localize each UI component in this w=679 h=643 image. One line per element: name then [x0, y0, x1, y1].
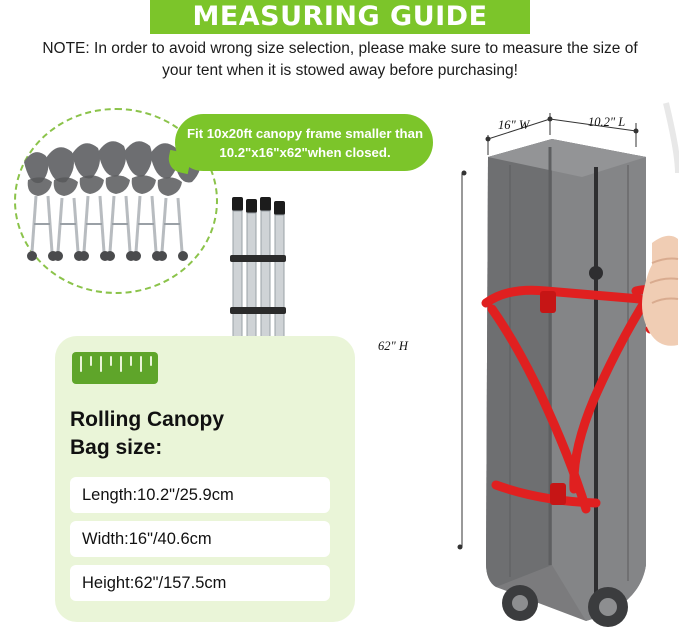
- spec-height: Height:62"/157.5cm: [70, 565, 330, 601]
- note-text: NOTE: In order to avoid wrong size selection, please make sure to measure the size of your tent when it is stowed away before purchasing!: [42, 40, 638, 79]
- dimension-length-label: 10.2" L: [588, 115, 626, 129]
- panel-title-line1: Rolling Canopy: [70, 408, 224, 431]
- panel-title: [70, 406, 340, 462]
- dimension-height-label: 62" H: [378, 339, 408, 353]
- panel-title-line2: Bag size:: [70, 436, 163, 459]
- spec-length: Length:10.2"/25.9cm: [70, 477, 330, 513]
- dimension-width-label: 16" W: [498, 118, 530, 132]
- ruler-icon: [72, 352, 158, 384]
- rolling-canopy-bag-icon: [400, 95, 679, 638]
- spec-width: Width:16"/40.6cm: [70, 521, 330, 557]
- page-title: MEASURING GUIDE: [192, 1, 488, 32]
- callout-text: Fit 10x20ft canopy frame smaller than 10.2"x16"x62"when closed.: [187, 126, 423, 160]
